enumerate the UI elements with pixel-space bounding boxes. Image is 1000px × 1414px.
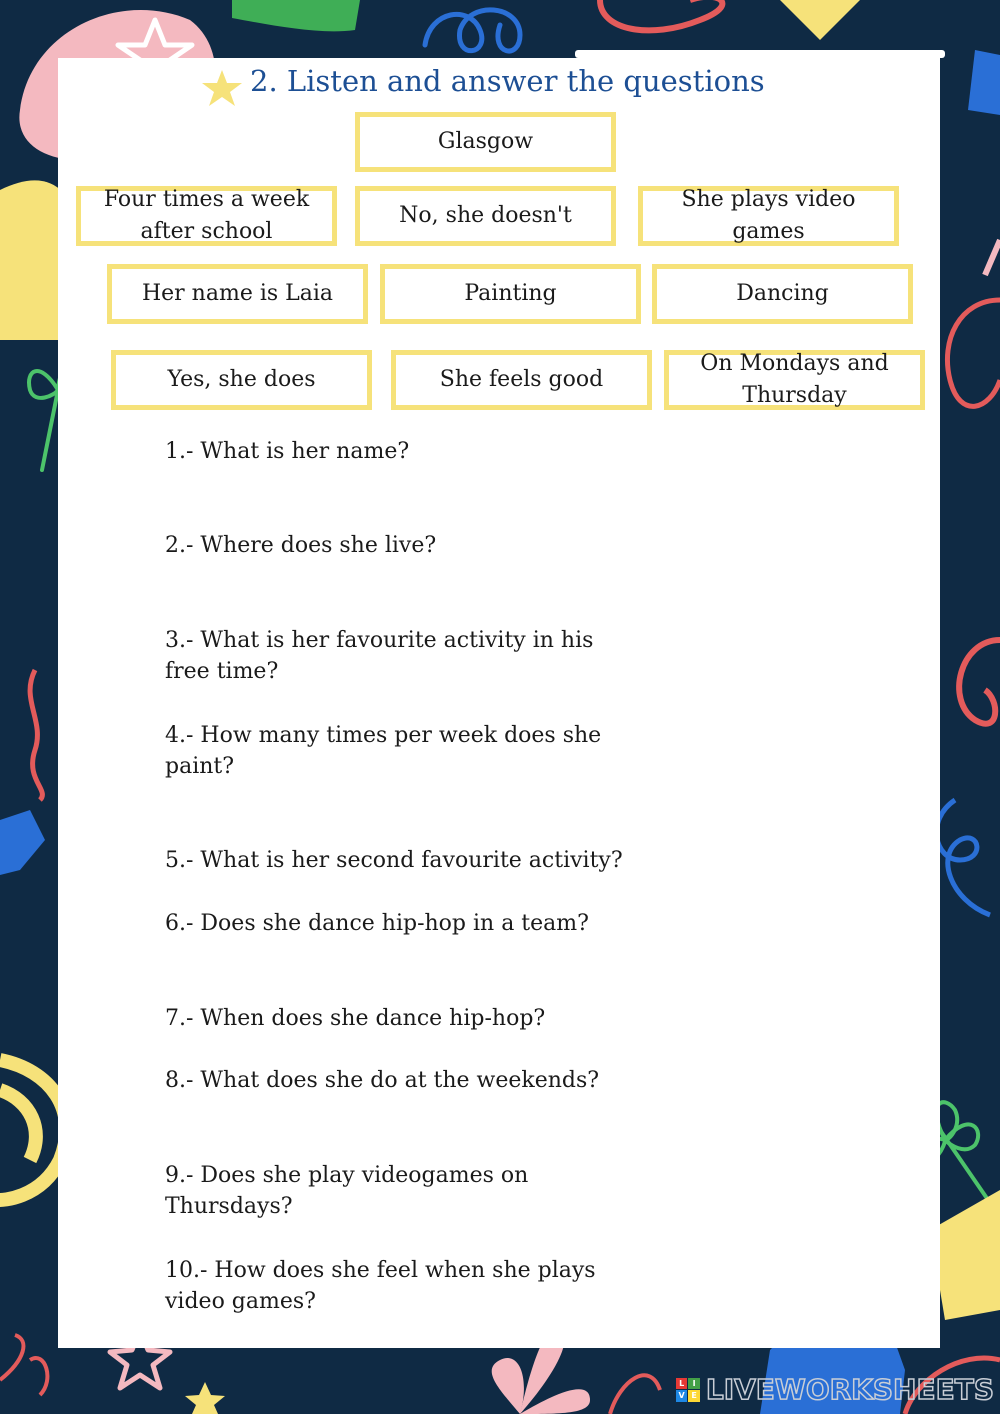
- answer-box[interactable]: On Mondays and Thursday: [664, 350, 925, 410]
- worksheet-paper: [58, 58, 940, 1348]
- answer-box[interactable]: Four times a week after school: [76, 186, 337, 246]
- paper-edge: [575, 50, 945, 58]
- question-5: 5.- What is her second favourite activity?: [165, 848, 623, 873]
- question-10: 10.- How does she feel when she plays video games?: [165, 1258, 596, 1314]
- liveworksheets-logo-icon: L I V E: [676, 1378, 700, 1402]
- answer-box[interactable]: Yes, she does: [111, 350, 372, 410]
- question-2: 2.- Where does she live?: [165, 533, 437, 558]
- yellow-left-scribble: [0, 1060, 66, 1200]
- liveworksheets-watermark: [676, 1373, 994, 1406]
- page-title: 2. Listen and answer the questions: [250, 64, 765, 98]
- question-8: 8.- What does she do at the weekends?: [165, 1068, 600, 1093]
- blue-block: [968, 50, 1000, 115]
- watermark-text: LIVEWORKSHEETS: [705, 1373, 994, 1406]
- yellow-star-bottom-icon: [185, 1382, 225, 1414]
- blue-scribble: [425, 10, 520, 51]
- red-right-mid: [959, 640, 1000, 724]
- green-shape: [232, 0, 360, 31]
- question-7: 7.- When does she dance hip-hop?: [165, 1006, 546, 1031]
- red-bottom-mid: [610, 1375, 660, 1414]
- question-4: 4.- How many times per week does she paint?: [165, 723, 602, 779]
- yellow-shape: [780, 0, 860, 40]
- answer-box[interactable]: Glasgow: [355, 112, 616, 172]
- question-9: 9.- Does she play videogames on Thursdays?: [165, 1163, 529, 1219]
- red-scribble: [600, 0, 722, 30]
- answer-box[interactable]: No, she doesn't: [355, 186, 616, 246]
- question-6: 6.- Does she dance hip-hop in a team?: [165, 911, 589, 936]
- answer-box[interactable]: Her name is Laia: [107, 264, 368, 324]
- red-right-scribble: [947, 300, 1000, 406]
- blue-right-scribble: [936, 800, 990, 915]
- answer-box[interactable]: Painting: [380, 264, 641, 324]
- blue-left-block: [0, 810, 45, 875]
- yellow-star-icon: [199, 68, 245, 108]
- red-bottom-left: [0, 1335, 47, 1395]
- answer-box[interactable]: Dancing: [652, 264, 913, 324]
- question-1: 1.- What is her name?: [165, 439, 410, 464]
- question-3: 3.- What is her favourite activity in his free time?: [165, 628, 594, 684]
- answer-box[interactable]: She feels good: [391, 350, 652, 410]
- answer-box[interactable]: She plays video games: [638, 186, 899, 246]
- red-left-squiggle: [30, 670, 42, 800]
- yellow-bottom-right: [930, 1190, 1000, 1320]
